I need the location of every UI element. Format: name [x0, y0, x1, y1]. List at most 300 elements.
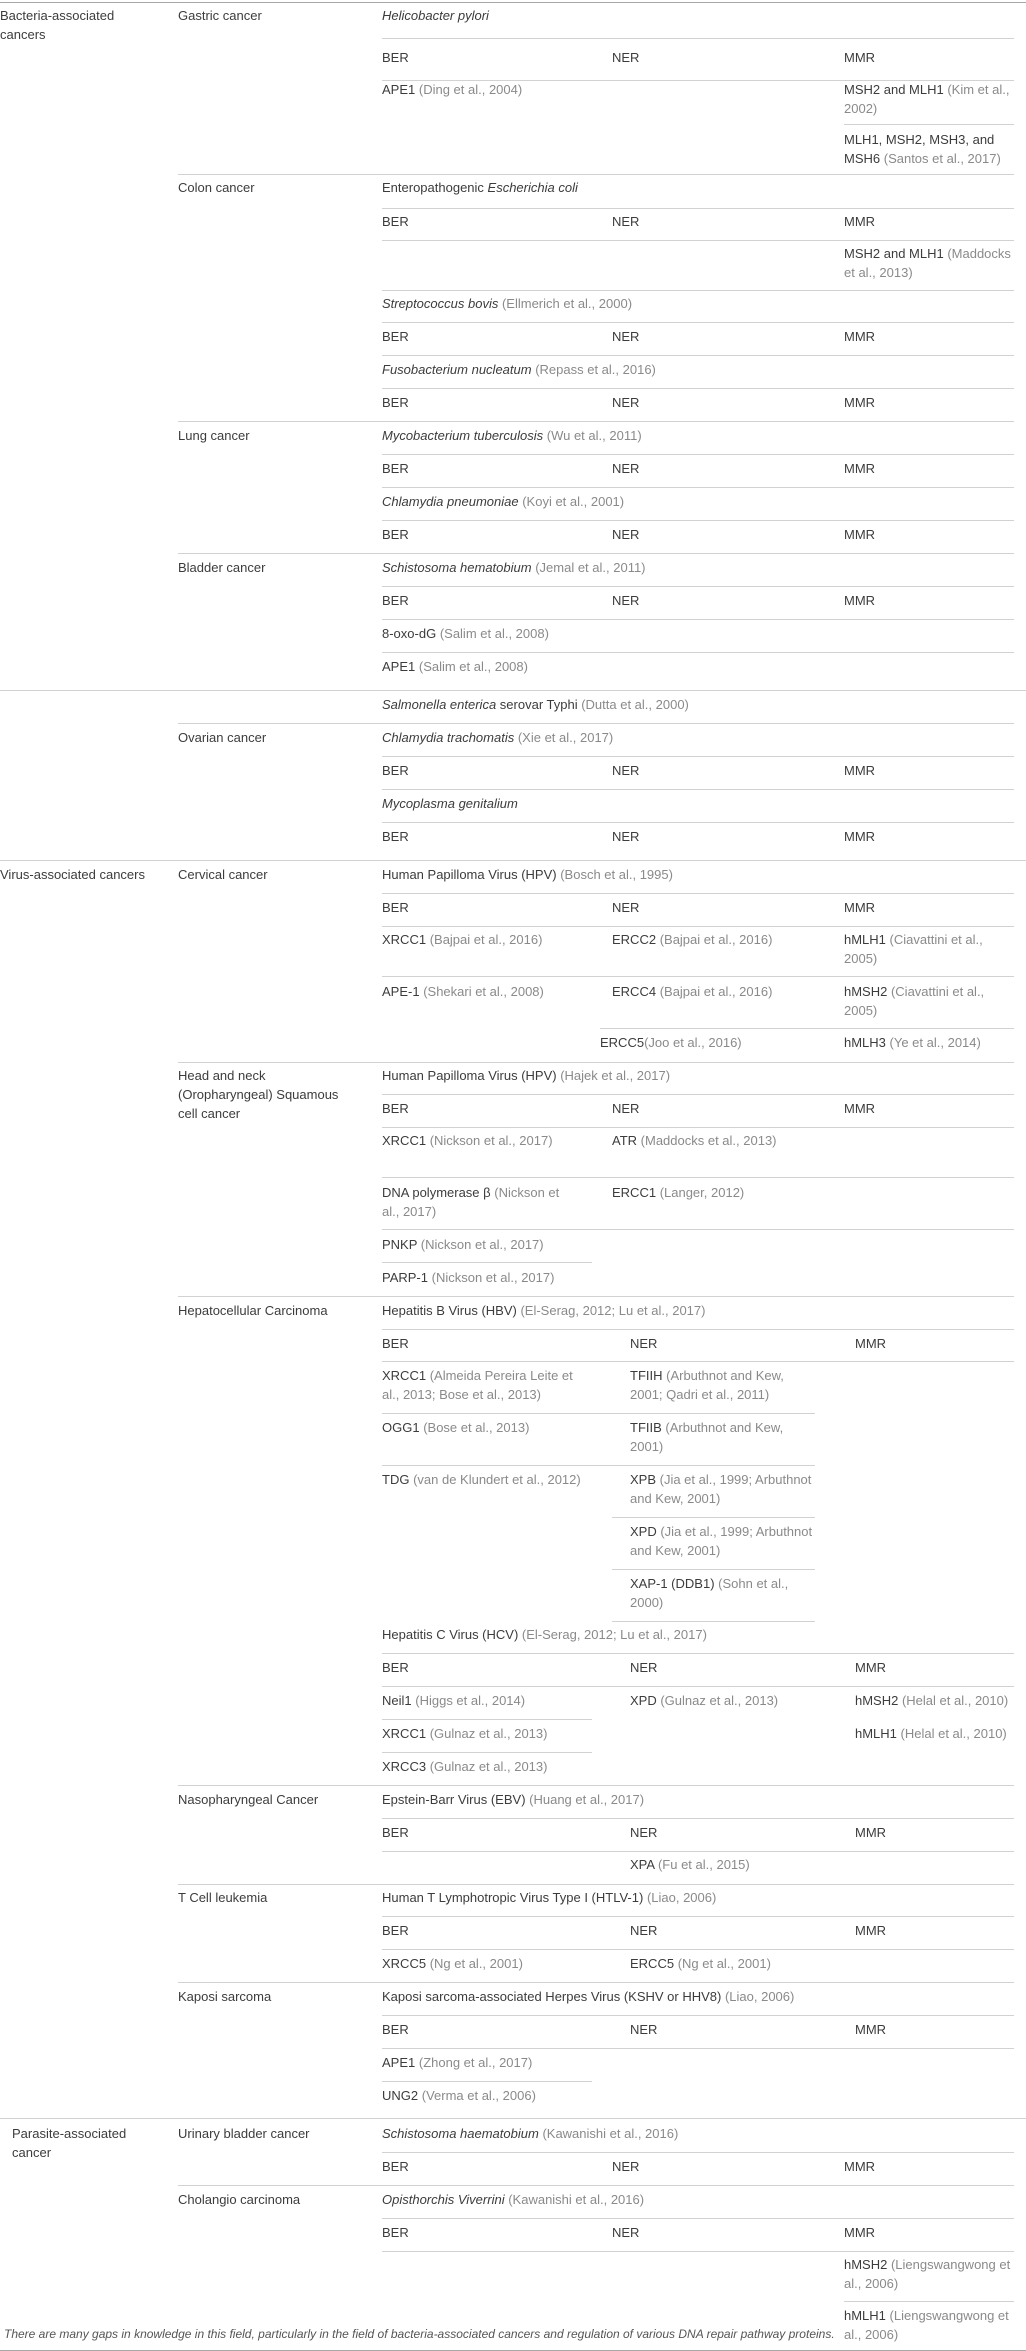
table-cell	[382, 1954, 523, 1973]
cell-text: Colon cancer	[178, 180, 255, 195]
cell-text: NER	[612, 593, 640, 608]
table-cell	[630, 1522, 814, 1560]
table-cell	[844, 459, 875, 478]
table-cell	[382, 2223, 409, 2242]
table-cell	[382, 1066, 670, 1085]
table-cell	[12, 2124, 162, 2162]
table-rule	[382, 240, 1014, 241]
citation: (Jia et al., 1999; Arbuthnot and Kew, 2001)	[630, 1472, 812, 1506]
cell-text: MMR	[855, 2022, 887, 2037]
cell-text: Human T Lymphotropic Virus Type I (HTLV-1)	[382, 1890, 647, 1905]
cell-text: hMLH1	[844, 932, 890, 947]
table-cell	[382, 294, 632, 313]
cell-text: Parasite-associated cancer	[12, 2126, 127, 2160]
cell-text: Chlamydia trachomatis	[382, 730, 515, 745]
cell-text: Gastric cancer	[178, 8, 262, 23]
citation: (van de Klundert et al., 2012)	[413, 1472, 581, 1487]
cell-text: ERCC5	[630, 1956, 678, 1971]
table-cell	[382, 1301, 705, 1320]
table-cell	[178, 178, 255, 197]
cell-text: Mycoplasma genitalium	[382, 796, 518, 811]
citation: (Kim et al., 2002)	[844, 82, 1010, 116]
cell-text: PNKP	[382, 1237, 421, 1252]
table-cell	[844, 525, 875, 544]
table-rule	[382, 2251, 1014, 2252]
cell-text: ERCC5	[600, 1035, 645, 1050]
table-rule	[382, 789, 1014, 790]
cell-text: MMR	[844, 2225, 876, 2240]
table-rule	[612, 1621, 815, 1622]
table-rule	[178, 1982, 1014, 1983]
cell-text: Virus-associated cancers	[0, 867, 145, 882]
cell-text: NER	[612, 395, 640, 410]
cell-text: XRCC1	[382, 932, 430, 947]
cell-text: Epstein-Barr Virus (EBV)	[382, 1792, 530, 1807]
table-cell	[844, 827, 875, 846]
cell-text: APE1	[382, 82, 419, 97]
table-rule	[0, 690, 1026, 691]
citation: (Bajpai et al., 2016)	[429, 932, 543, 947]
table-rule	[382, 487, 1014, 488]
citation: (Helal et al., 2010)	[901, 1693, 1009, 1708]
table-rule	[382, 388, 1014, 389]
table-cell	[612, 591, 639, 610]
table-cell	[382, 327, 409, 346]
table-rule	[844, 2301, 1014, 2302]
cell-text: MSH2 and MLH1	[844, 246, 948, 261]
cell-text: UNG2	[382, 2088, 422, 2103]
table-cell	[612, 930, 772, 949]
cell-text: XAP-1 (DDB1)	[630, 1576, 719, 1591]
table-cell	[630, 1334, 657, 1353]
table-cell	[630, 1954, 771, 1973]
table-cell	[0, 865, 160, 884]
cell-text: ATR	[612, 1133, 641, 1148]
table-rule	[382, 1653, 1014, 1654]
cell-text: NER	[612, 2225, 640, 2240]
cell-text: Ovarian cancer	[178, 730, 267, 745]
cell-text: Human Papilloma Virus (HPV)	[382, 867, 561, 882]
table-cell	[178, 1987, 271, 2006]
table-rule	[0, 2118, 1026, 2119]
table-cell	[844, 982, 1016, 1020]
table-cell	[630, 1823, 657, 1842]
cell-text: BER	[382, 461, 409, 476]
table-cell	[612, 1131, 777, 1150]
table-rule	[382, 2081, 592, 2082]
table-rule	[382, 1752, 592, 1753]
table-rule	[0, 2, 1026, 3]
table-cell	[844, 930, 1016, 968]
cell-text: NER	[630, 1923, 658, 1938]
table-cell	[382, 1757, 547, 1776]
table-cell	[612, 212, 639, 231]
table-rule	[612, 1569, 815, 1570]
cell-text: MMR	[844, 2159, 876, 2174]
table-cell	[382, 1921, 409, 1940]
cell-text: MMR	[844, 50, 876, 65]
cell-text: MMR	[844, 395, 876, 410]
table-cell	[382, 728, 613, 747]
table-cell	[630, 1366, 814, 1404]
table-rule	[382, 2048, 1014, 2049]
cell-text: NER	[612, 329, 640, 344]
citation: (Ciavattini et al., 2005)	[844, 984, 985, 1018]
table-cell	[844, 2306, 1014, 2344]
cell-text: BER	[382, 763, 409, 778]
cell-text: hMSH2	[844, 2257, 891, 2272]
table-cell	[382, 1691, 525, 1710]
table-rule	[178, 1884, 1014, 1885]
cell-text: ERCC4	[612, 984, 660, 999]
table-cell	[382, 982, 544, 1001]
table-cell	[178, 1790, 354, 1809]
table-cell	[844, 48, 875, 67]
table-rule	[382, 1818, 1014, 1819]
cell-text: APE-1	[382, 984, 424, 999]
cell-text: NER	[612, 214, 640, 229]
cell-text: hMSH2	[844, 984, 891, 999]
cell-text: MMR	[855, 1923, 887, 1938]
table-rule	[178, 2185, 1014, 2186]
table-rule	[382, 822, 1014, 823]
table-rule	[382, 1229, 1014, 1230]
cell-text: APE1	[382, 2055, 419, 2070]
cell-text: T Cell leukemia	[178, 1890, 268, 1905]
table-cell	[844, 2255, 1014, 2293]
cell-text: XPA	[630, 1857, 658, 1872]
table-cell	[382, 761, 409, 780]
table-rule	[178, 1785, 1014, 1786]
citation: (Xie et al., 2017)	[517, 730, 614, 745]
table-cell	[382, 393, 409, 412]
citation: (Repass et al., 2016)	[535, 362, 656, 377]
table-cell	[844, 244, 1014, 282]
table-cell	[382, 80, 522, 99]
cell-text: serovar Typhi	[496, 697, 582, 712]
table-footnote: There are many gaps in knowledge in this field, particularly in the field of bacteria-associated cancers and regulation of various DNA repair pathway proteins.	[4, 2327, 835, 2341]
table-cell	[382, 695, 689, 714]
cell-text: XRCC3	[382, 1759, 430, 1774]
citation: (Gulnaz et al., 2013)	[660, 1693, 779, 1708]
table-cell	[0, 6, 160, 44]
table-cell	[178, 865, 268, 884]
table-rule	[382, 1851, 1014, 1852]
table-cell	[844, 2157, 875, 2176]
citation: (Bosch et al., 1995)	[560, 867, 673, 882]
citation: (Santos et al., 2017)	[883, 151, 1001, 166]
table-rule	[382, 2218, 1014, 2219]
table-cell	[178, 558, 265, 577]
cell-text: Fusobacterium nucleatum	[382, 362, 532, 377]
citation: (Gulnaz et al., 2013)	[429, 1726, 548, 1741]
table-cell	[630, 1470, 814, 1508]
cell-text: MMR	[844, 527, 876, 542]
citation: (Shekari et al., 2008)	[423, 984, 544, 999]
citation: (Almeida Pereira Leite et al., 2013; Bose et al., 2013)	[382, 1368, 573, 1402]
table-cell	[630, 1418, 814, 1456]
table-cell	[382, 865, 673, 884]
table-cell	[630, 1921, 657, 1940]
cell-text: XRCC1	[382, 1133, 430, 1148]
cell-text: Kaposi sarcoma	[178, 1989, 272, 2004]
table-cell	[382, 827, 409, 846]
table-rule	[844, 124, 1014, 125]
cell-text: Urinary bladder cancer	[178, 2126, 310, 2141]
table-rule	[382, 80, 1014, 81]
cell-text: BER	[382, 593, 409, 608]
cell-text: XRCC5	[382, 1956, 430, 1971]
cell-text: MMR	[855, 1336, 887, 1351]
table-rule	[382, 1361, 1014, 1362]
citation: (Helal et al., 2010)	[900, 1726, 1007, 1741]
citation: (Dutta et al., 2000)	[581, 697, 689, 712]
cell-text: Escherichia coli	[487, 180, 578, 195]
table-rule	[0, 860, 1026, 861]
table-cell	[382, 1183, 572, 1221]
citation: (Zhong et al., 2017)	[418, 2055, 533, 2070]
cell-text: BER	[382, 2159, 409, 2174]
cell-text: XRCC1	[382, 1368, 430, 1383]
citation: (Huang et al., 2017)	[529, 1792, 645, 1807]
table-cell	[382, 1823, 409, 1842]
table-cell	[844, 1033, 981, 1052]
cell-text: OGG1	[382, 1420, 424, 1435]
table-rule	[382, 1127, 1014, 1128]
table-cell	[630, 2020, 657, 2039]
table-rule	[178, 553, 1014, 554]
table-rule	[382, 652, 1014, 653]
table-cell	[382, 657, 528, 676]
cell-text: NER	[612, 900, 640, 915]
cell-text: NER	[612, 1101, 640, 1116]
cell-text: BER	[382, 395, 409, 410]
table-rule	[382, 1177, 1014, 1178]
table-cell	[382, 1235, 544, 1254]
table-cell	[382, 2020, 409, 2039]
cell-text: Kaposi sarcoma-associated Herpes Virus (KSHV or HHV8)	[382, 1989, 725, 2004]
cell-text: MSH2 and MLH1	[844, 82, 948, 97]
table-cell	[612, 525, 639, 544]
citation: (Nickson et al., 2017)	[420, 1237, 544, 1252]
table-cell	[612, 1183, 744, 1202]
cell-text: MMR	[844, 763, 876, 778]
citation: (Ding et al., 2004)	[418, 82, 523, 97]
citation: (Ng et al., 2001)	[429, 1956, 523, 1971]
table-cell	[178, 1888, 267, 1907]
table-cell	[855, 1921, 886, 1940]
citation: (Salim et al., 2008)	[439, 626, 549, 641]
citation: (Bajpai et al., 2016)	[659, 932, 773, 947]
cell-text: BER	[382, 2022, 409, 2037]
table-cell	[382, 2053, 532, 2072]
table-cell	[612, 827, 639, 846]
citation: (Bose et al., 2013)	[423, 1420, 530, 1435]
table-cell	[612, 327, 639, 346]
table-cell	[844, 212, 875, 231]
table-cell	[855, 1724, 1007, 1743]
cell-text: Schistosoma haematobium	[382, 2126, 539, 2141]
citation: (Kawanishi et al., 2016)	[542, 2126, 679, 2141]
table-rule	[382, 1262, 592, 1263]
citation: (Salim et al., 2008)	[418, 659, 528, 674]
cell-text: Salmonella enterica	[382, 697, 497, 712]
table-cell	[382, 2124, 678, 2143]
table-cell	[382, 360, 656, 379]
table-cell	[844, 591, 875, 610]
citation: (Liengswangwong et al., 2006)	[844, 2308, 1009, 2342]
table-cell	[382, 1334, 409, 1353]
table-cell	[382, 1268, 554, 1287]
table-cell	[382, 898, 409, 917]
cell-text: BER	[382, 50, 409, 65]
table-cell	[382, 1625, 707, 1644]
cell-text: Hepatitis C Virus (HCV)	[382, 1627, 522, 1642]
citation: (Arbuthnot and Kew, 2001)	[630, 1420, 784, 1454]
citation: (Hajek et al., 2017)	[560, 1068, 671, 1083]
cell-text: PARP-1	[382, 1270, 432, 1285]
table-rule	[382, 1686, 1014, 1687]
cell-text: Enteropathogenic	[382, 180, 488, 195]
cell-text: NER	[612, 829, 640, 844]
cell-text: MMR	[844, 900, 876, 915]
table-rule	[382, 322, 1014, 323]
table-rule	[382, 1413, 815, 1414]
table-cell	[612, 1099, 639, 1118]
table-rule	[382, 1719, 592, 1720]
citation: (Liengswangwong et al., 2006)	[844, 2257, 1011, 2291]
table-cell	[382, 1418, 529, 1437]
citation: (Arbuthnot and Kew, 2001; Qadri et al., 2011)	[630, 1368, 784, 1402]
citation: (Kawanishi et al., 2016)	[508, 2192, 645, 2207]
cell-text: BER	[382, 1923, 409, 1938]
table-cell	[630, 1658, 657, 1677]
table-rule	[612, 1517, 815, 1518]
table-cell	[612, 459, 639, 478]
table-cell	[382, 794, 518, 813]
cell-text: Opisthorchis Viverrini	[382, 2192, 505, 2207]
citation: (Gulnaz et al., 2013)	[429, 1759, 548, 1774]
table-cell	[855, 1691, 1008, 1710]
table-cell	[612, 2223, 639, 2242]
cell-text: TFIIB	[630, 1420, 666, 1435]
table-cell	[382, 624, 549, 643]
table-cell	[630, 1574, 814, 1612]
citation: (Joo et al., 2016)	[644, 1035, 742, 1050]
table-rule	[178, 1062, 1014, 1063]
cell-text: NER	[612, 763, 640, 778]
cell-text: NER	[630, 1660, 658, 1675]
table-rule	[178, 421, 1014, 422]
cell-text: 8-oxo-dG	[382, 626, 440, 641]
table-rule	[178, 174, 1014, 175]
citation: (Jia et al., 1999; Arbuthnot and Kew, 2001)	[630, 1524, 813, 1558]
cell-text: ERCC1	[612, 1185, 660, 1200]
table-cell	[382, 6, 489, 25]
cell-text: BER	[382, 527, 409, 542]
table-rule	[382, 1949, 1014, 1950]
table-cell	[844, 130, 1014, 168]
table-rule	[382, 520, 1014, 521]
table-rule	[382, 2152, 1014, 2153]
cell-text: DNA polymerase β	[382, 1185, 495, 1200]
table-rule	[382, 1465, 815, 1466]
citation: (Bajpai et al., 2016)	[659, 984, 773, 999]
cell-text: Human Papilloma Virus (HPV)	[382, 1068, 561, 1083]
citation: (Verma et al., 2006)	[421, 2088, 536, 2103]
table-cell	[844, 393, 875, 412]
table-rule	[382, 2015, 1014, 2016]
table-cell	[844, 761, 875, 780]
cell-text: MMR	[844, 461, 876, 476]
table-cell	[382, 525, 409, 544]
table-rule	[382, 208, 1014, 209]
table-cell	[382, 1724, 547, 1743]
citation: (Ng et al., 2001)	[677, 1956, 771, 1971]
cell-text: NER	[612, 2159, 640, 2174]
table-cell	[612, 898, 639, 917]
table-cell	[382, 2086, 536, 2105]
citation: (Koyi et al., 2001)	[522, 494, 625, 509]
cell-text: BER	[382, 900, 409, 915]
table-cell	[382, 1987, 794, 2006]
citation: (Nickson et al., 2017)	[431, 1270, 555, 1285]
citation: (El-Serag, 2012; Lu et al., 2017)	[520, 1303, 706, 1318]
table-cell	[178, 426, 250, 445]
table-cell	[382, 1658, 409, 1677]
cell-text: NER	[630, 2022, 658, 2037]
citation: (Sohn et al., 2000)	[630, 1576, 789, 1610]
citation: (Langer, 2012)	[659, 1185, 745, 1200]
table-rule	[382, 619, 1014, 620]
table-rule	[178, 1296, 1014, 1297]
cell-text: MMR	[844, 329, 876, 344]
cell-text: NER	[612, 50, 640, 65]
cell-text: MMR	[844, 1101, 876, 1116]
table-rule	[382, 926, 1014, 927]
cell-text: BER	[382, 214, 409, 229]
table-cell	[855, 1823, 886, 1842]
table-cell	[612, 48, 639, 67]
citation: (Ye et al., 2014)	[889, 1035, 981, 1050]
cell-text: Hepatitis B Virus (HBV)	[382, 1303, 521, 1318]
table-cell	[178, 2124, 310, 2143]
cell-text: Lung cancer	[178, 428, 250, 443]
cell-text: XRCC1	[382, 1726, 430, 1741]
table-cell	[844, 327, 875, 346]
cell-text: Hepatocellular Carcinoma	[178, 1303, 328, 1318]
citation: (Ciavattini et al., 2005)	[844, 932, 983, 966]
table-rule	[382, 893, 1014, 894]
table-rule	[382, 38, 1014, 39]
table-rule	[382, 355, 1014, 356]
citation: (Liao, 2006)	[724, 1989, 795, 2004]
table-rule	[178, 723, 1014, 724]
table-rule	[382, 1094, 1014, 1095]
table-cell	[855, 1334, 886, 1353]
table-cell	[612, 761, 639, 780]
cell-text: Mycobacterium tuberculosis	[382, 428, 544, 443]
cell-text: BER	[382, 1101, 409, 1116]
citation: (Fu et al., 2015)	[657, 1857, 750, 1872]
cell-text: MMR	[855, 1825, 887, 1840]
cell-text: NER	[630, 1336, 658, 1351]
table-cell	[855, 2020, 886, 2039]
cell-text: MMR	[855, 1660, 887, 1675]
cell-text: MLH1, MSH2, MSH3, and MSH6	[844, 132, 995, 166]
table-cell	[382, 212, 409, 231]
cell-text: hMLH1	[855, 1726, 901, 1741]
